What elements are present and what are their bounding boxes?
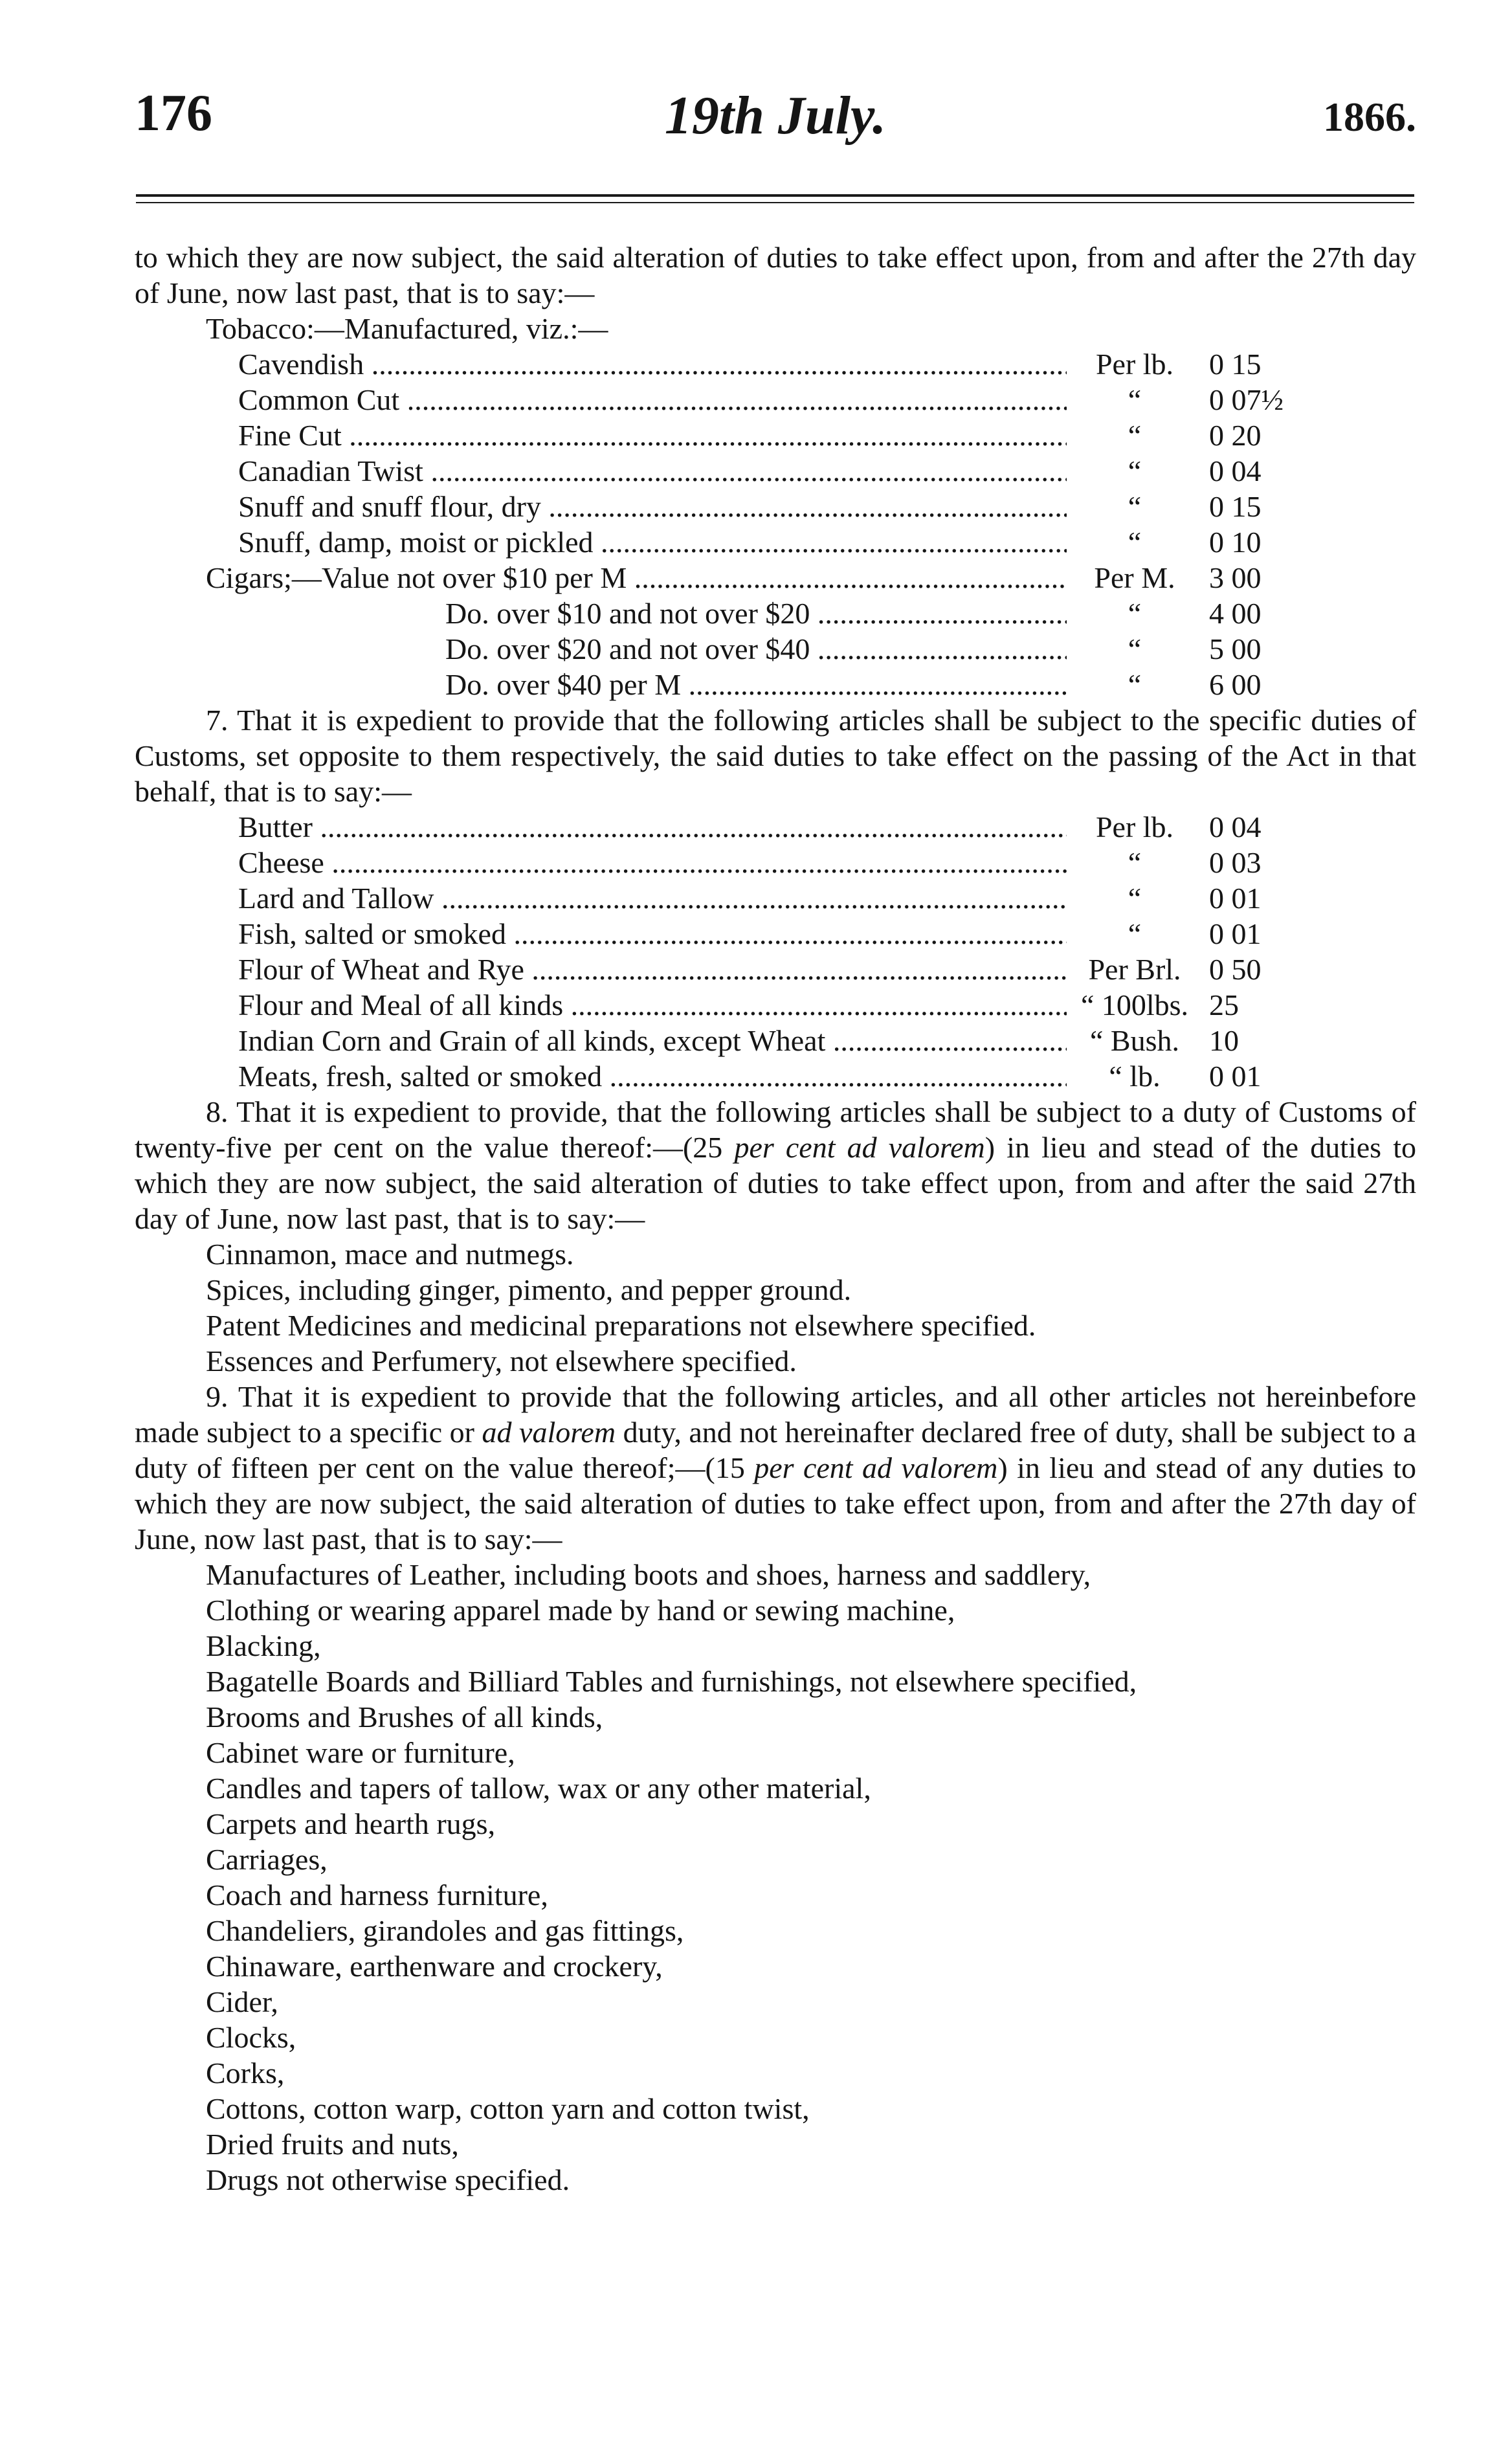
entry-unit: “ — [1128, 383, 1142, 416]
entry-name: Common Cut ..... — [238, 382, 1067, 418]
entry-rate: 10 — [1209, 1024, 1239, 1057]
entry-rate: 0 03 — [1209, 846, 1262, 879]
tariff-entry — [135, 418, 1416, 453]
items-list-25-percent — [135, 1236, 1416, 1379]
list-item: Cottons, cotton warp, cotton yarn and cotton twist, — [206, 2092, 810, 2125]
entry-rate: 0 01 — [1209, 917, 1262, 950]
entry-name: Cavendish ..... — [238, 346, 1067, 382]
header-rule-thick — [136, 194, 1414, 197]
entry-unit: “ — [1128, 632, 1142, 665]
entry-rate: 0 01 — [1209, 1060, 1262, 1093]
entry-name: Flour and Meal of all kinds ..... — [238, 987, 1067, 1023]
list-item: Blacking, — [206, 1629, 321, 1662]
list-item: Corks, — [206, 2056, 285, 2090]
entry-name: Butter ..... — [238, 809, 1067, 845]
paragraph-8-italic: per cent ad valorem — [734, 1131, 985, 1164]
entry-unit: Per lb. — [1095, 810, 1174, 843]
tariff-entry — [135, 524, 1416, 560]
entry-unit: “ — [1128, 668, 1142, 701]
list-item: Chinaware, earthenware and crockery, — [206, 1950, 663, 1983]
page-body — [135, 240, 1416, 2198]
entry-unit: Per M. — [1094, 561, 1175, 594]
tariff-entry — [135, 845, 1416, 880]
tariff-entry — [135, 987, 1416, 1023]
paragraph-9-italic-2: per cent ad valorem — [754, 1451, 998, 1484]
intro-paragraph: to which they are now subject, the said alteration of duties to take effect upon, from and after the 27th day of June, now last past, that is to say:— — [135, 241, 1416, 309]
entry-unit: “ — [1128, 846, 1142, 879]
list-item: Patent Medicines and medicinal preparations not elsewhere specified. — [206, 1309, 1036, 1342]
list-item: Brooms and Brushes of all kinds, — [206, 1700, 603, 1733]
entry-rate: 0 10 — [1209, 526, 1262, 559]
entry-unit: “ — [1128, 419, 1142, 452]
paragraph-9-italic: ad valorem — [482, 1416, 616, 1449]
tariff-entry — [135, 453, 1416, 489]
entry-unit: “ Bush. — [1090, 1024, 1179, 1057]
paragraph-8-text-end: ) in lieu and stead of the duties to which they are now subject, the said alteration of duties to take effect upon, from and after the said 27th day of June, now last past, that is to say:— — [135, 1131, 1416, 1235]
list-item: Dried fruits and nuts, — [206, 2128, 459, 2161]
tariff-entry — [135, 1023, 1416, 1058]
page-number: 176 — [135, 85, 212, 142]
entry-name: Snuff and snuff flour, dry ..... — [238, 489, 1067, 524]
tariff-entry — [135, 809, 1416, 845]
list-item: Drugs not otherwise specified. — [206, 2163, 570, 2196]
entry-name: Cigars;—Value not over $10 per M ..... — [206, 560, 1067, 596]
paragraph-9-text-end: ) in lieu and stead of any duties to which they are now subject, the said alteration of duties to take effect upon, from and after the 27th day of June, now last past, that is to say:— — [135, 1451, 1417, 1555]
entry-rate: 0 04 — [1209, 810, 1262, 843]
paragraph-9-text: 9. That it is expedient to provide that the following articles, and all other articles not hereinbefore made subject to a specific or — [135, 1380, 1416, 1449]
list-item: Spices, including ginger, pimento, and pepper ground. — [206, 1273, 852, 1306]
list-item: Manufactures of Leather, including boots and shoes, harness and saddlery, — [206, 1558, 1091, 1591]
entry-rate: 0 01 — [1209, 882, 1262, 915]
running-title: 19th July. — [664, 85, 887, 146]
tariff-entry — [135, 667, 1416, 702]
tariff-entry — [135, 382, 1416, 418]
paragraph-8-text: 8. That it is expedient to provide, that the following articles shall be subject to a duty of Customs of twenty-five per cent on the value thereof:—(25 — [135, 1095, 1416, 1164]
list-item: Cinnamon, mace and nutmegs. — [206, 1238, 574, 1271]
entry-unit: “ — [1128, 490, 1142, 523]
list-item: Cabinet ware or furniture, — [206, 1736, 515, 1769]
list-item: Bagatelle Boards and Billiard Tables and furnishings, not elsewhere specified, — [206, 1665, 1137, 1698]
entry-rate: 0 20 — [1209, 419, 1262, 452]
entry-unit: Per Brl. — [1088, 953, 1181, 986]
list-item: Cider, — [206, 1985, 278, 2018]
paragraph-7: 7. That it is expedient to provide that the following articles shall be subject to the specific duties of Customs, set opposite to them respectively, the said duties to take effect on the passing of the Act in that behalf, that is to say:— — [135, 704, 1416, 808]
entry-unit: Per lb. — [1095, 348, 1174, 381]
entry-rate: 0 07½ — [1209, 383, 1284, 416]
entry-unit: “ — [1128, 917, 1142, 950]
entry-rate: 0 50 — [1209, 953, 1262, 986]
list-item: Clocks, — [206, 2021, 296, 2054]
entry-name: Lard and Tallow ..... — [238, 880, 1067, 916]
entry-name: Indian Corn and Grain of all kinds, except Wheat ..... — [238, 1023, 1067, 1058]
entry-rate: 25 — [1209, 988, 1239, 1021]
tariff-entry — [135, 880, 1416, 916]
header-rule-thin — [136, 202, 1414, 203]
entry-name: Fish, salted or smoked ..... — [238, 916, 1067, 952]
tariff-entry — [135, 1058, 1416, 1094]
entry-unit: “ 100lbs. — [1080, 988, 1189, 1021]
items-list-15-percent — [135, 1557, 1416, 2198]
tariff-entry — [135, 952, 1416, 987]
entry-rate: 0 15 — [1209, 490, 1262, 523]
list-item: Clothing or wearing apparel made by hand or sewing machine, — [206, 1594, 955, 1627]
entry-rate: 3 00 — [1209, 561, 1262, 594]
tobacco-heading: Tobacco:—Manufactured, viz.:— — [206, 312, 608, 345]
entry-rate: 0 15 — [1209, 348, 1262, 381]
cigars-list — [135, 560, 1416, 702]
paragraph-9 — [135, 1379, 1416, 1557]
tariff-entry — [135, 489, 1416, 524]
tariff-entry — [135, 631, 1416, 667]
paragraph-8 — [135, 1094, 1416, 1236]
entry-name: Do. over $20 and not over $40 ..... — [445, 631, 1067, 667]
tariff-entry — [135, 916, 1416, 952]
page-header — [135, 84, 1416, 162]
list-item: Carpets and hearth rugs, — [206, 1807, 496, 1840]
entry-unit: “ — [1128, 882, 1142, 915]
entry-rate: 4 00 — [1209, 597, 1262, 630]
paragraph-9-text-mid: duty, and not hereinafter declared free of duty, shall be subject to a duty of fifteen per cent on the value thereof;—(15 — [135, 1416, 1416, 1484]
list-item: Candles and tapers of tallow, wax or any other material, — [206, 1772, 871, 1805]
specific-duties-list — [135, 809, 1416, 1094]
entry-name: Meats, fresh, salted or smoked ..... — [238, 1058, 1067, 1094]
list-item: Essences and Perfumery, not elsewhere specified. — [206, 1344, 797, 1377]
list-item: Carriages, — [206, 1843, 328, 1876]
tariff-entry — [135, 596, 1416, 631]
entry-rate: 0 04 — [1209, 454, 1262, 487]
entry-unit: “ — [1128, 597, 1142, 630]
entry-name: Do. over $40 per M ..... — [445, 667, 1067, 702]
header-year: 1866. — [1323, 94, 1416, 140]
entry-name: Flour of Wheat and Rye ..... — [238, 952, 1067, 987]
tariff-entry — [135, 346, 1416, 382]
tobacco-list — [135, 346, 1416, 560]
entry-name: Fine Cut ..... — [238, 418, 1067, 453]
entry-name: Cheese ..... — [238, 845, 1067, 880]
list-item: Coach and harness furniture, — [206, 1878, 548, 1911]
entry-name: Canadian Twist ..... — [238, 453, 1067, 489]
tariff-entry — [135, 560, 1416, 596]
list-item: Chandeliers, girandoles and gas fittings, — [206, 1914, 684, 1947]
entry-unit: “ — [1128, 454, 1142, 487]
entry-name: Snuff, damp, moist or pickled ..... — [238, 524, 1067, 560]
entry-unit: “ — [1128, 526, 1142, 559]
entry-name: Do. over $10 and not over $20 ..... — [445, 596, 1067, 631]
entry-unit: “ lb. — [1109, 1060, 1161, 1093]
entry-rate: 6 00 — [1209, 668, 1262, 701]
entry-rate: 5 00 — [1209, 632, 1262, 665]
